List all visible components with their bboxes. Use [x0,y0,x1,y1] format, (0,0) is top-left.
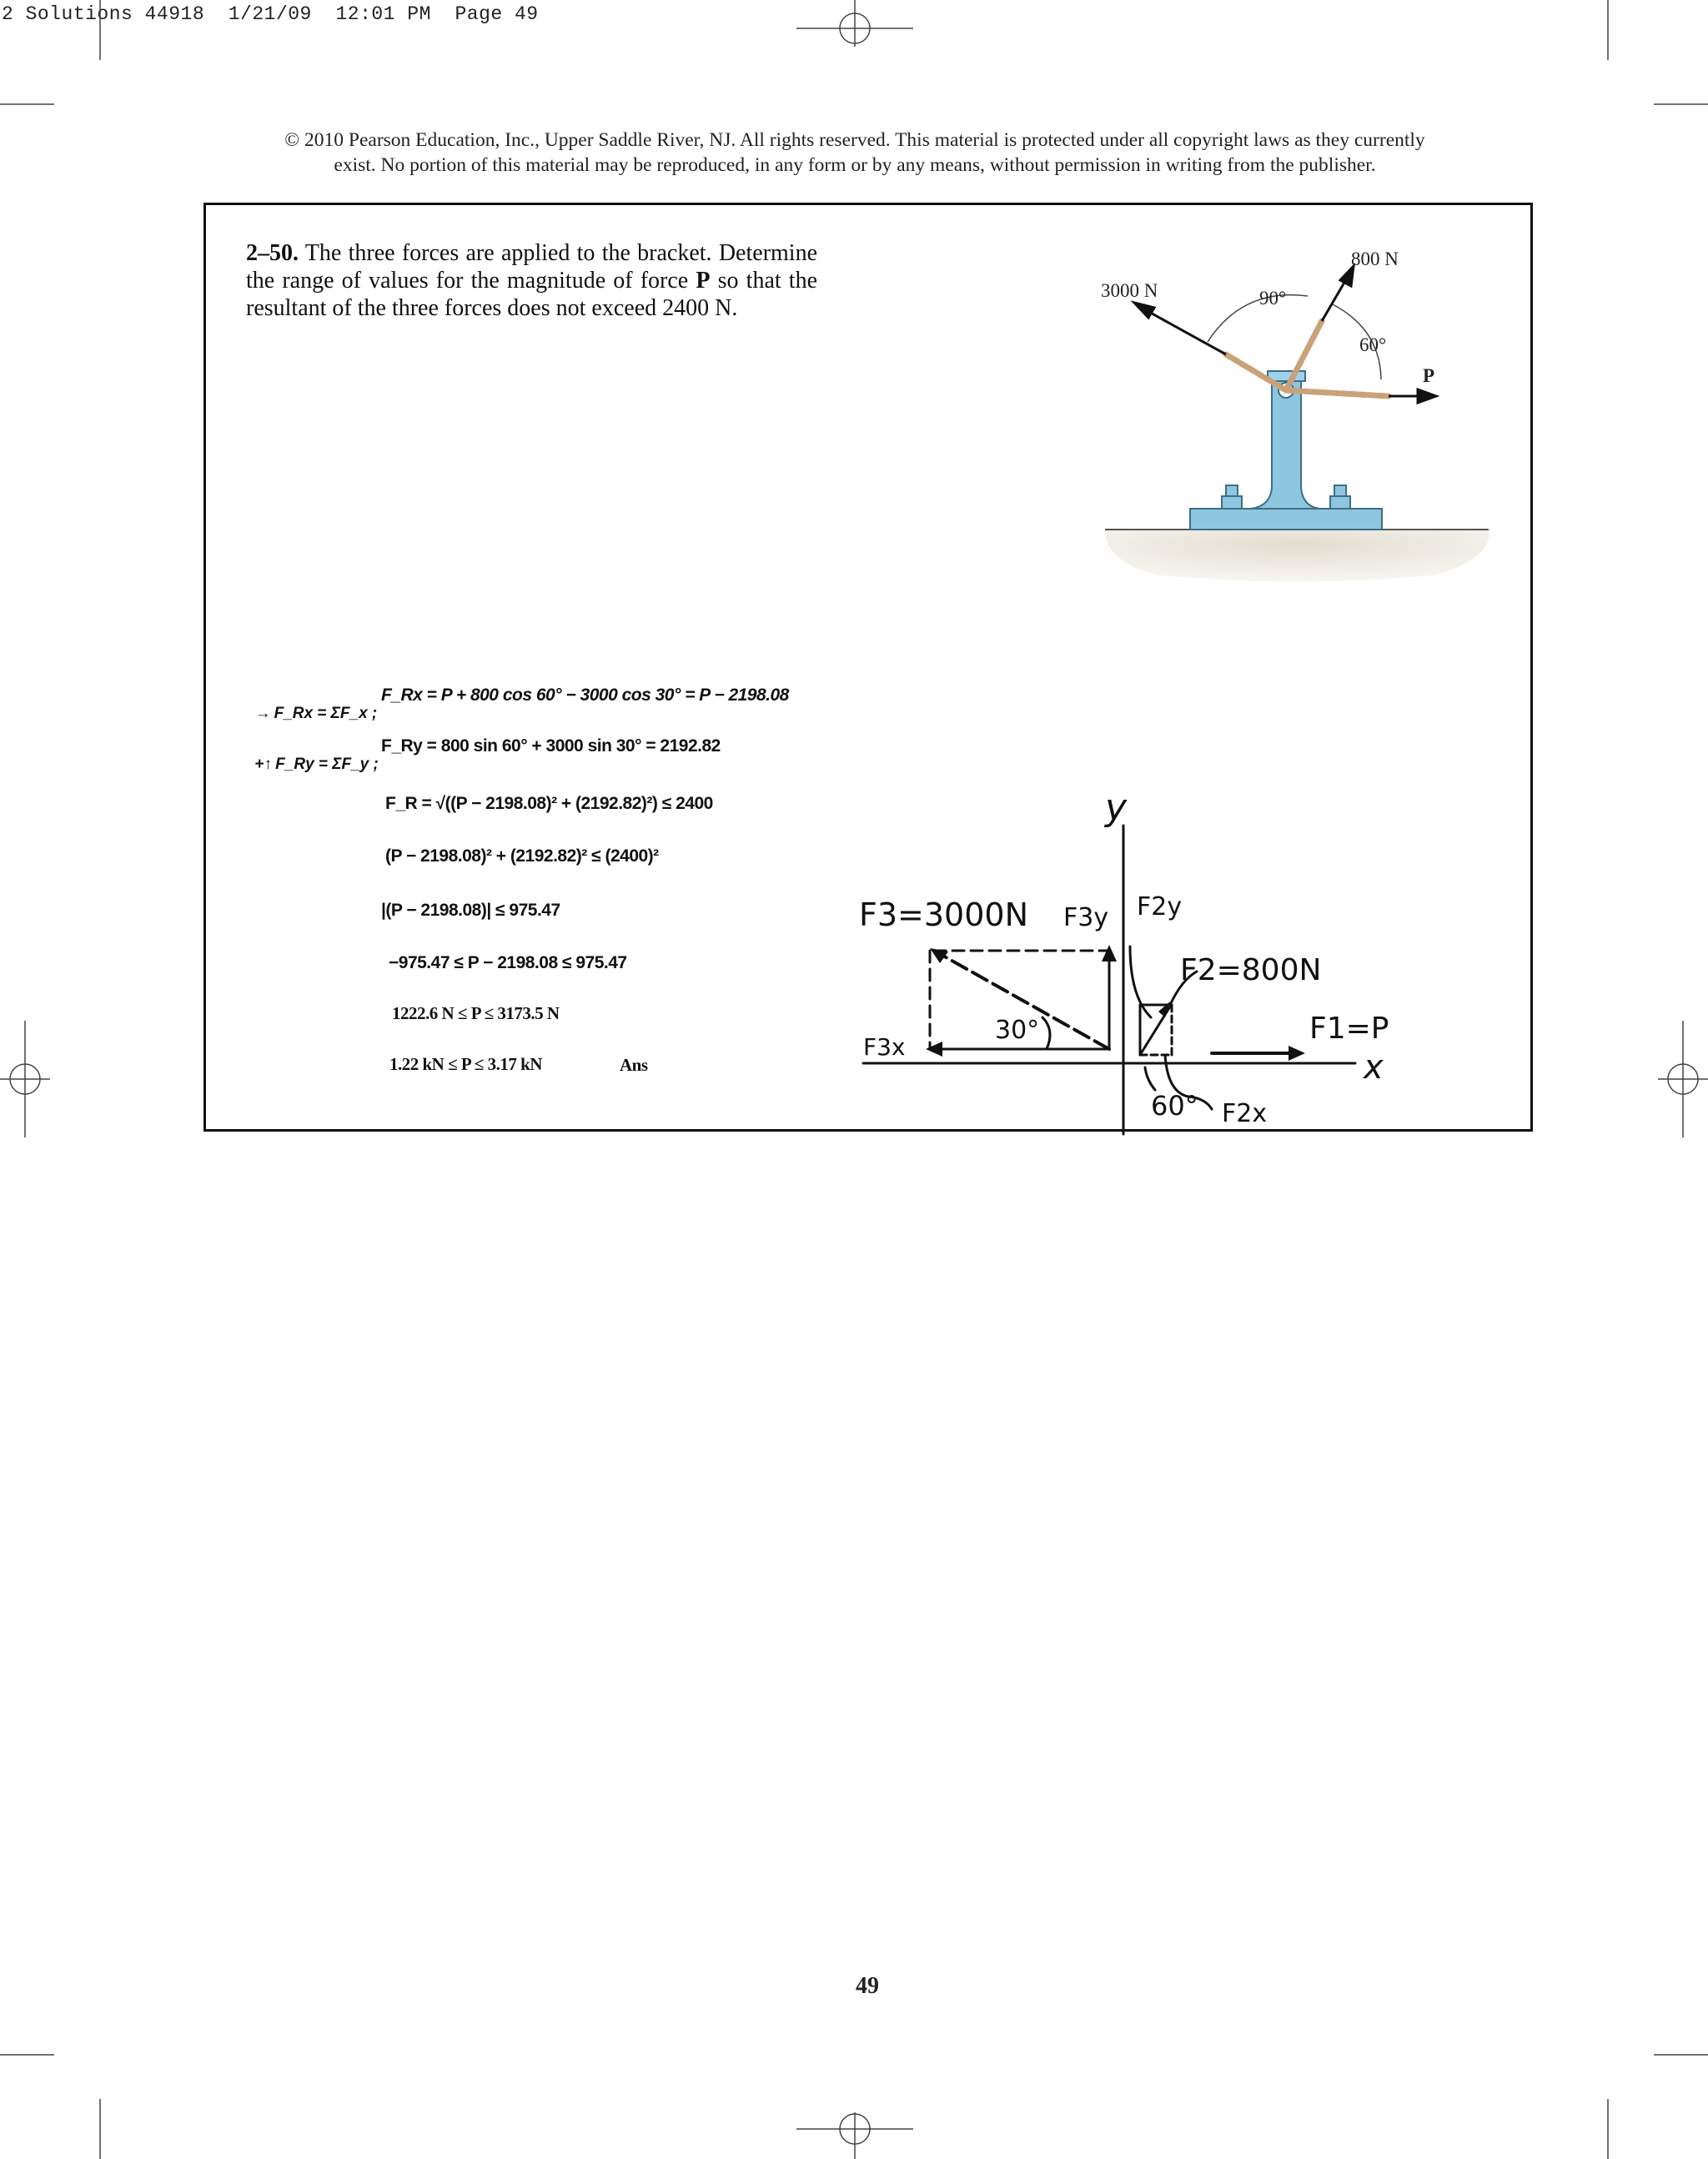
print-slug: 2 Solutions 44918 1/21/09 12:01 PM Page 49 [2,3,539,25]
label-angle-90: 90° [1259,288,1287,309]
label-force-p: P [1423,365,1435,386]
problem-statement [246,239,817,322]
bolt-left [1222,485,1242,509]
problem-force-symbol: P [696,268,711,294]
label-angle-60: 60° [1359,334,1387,355]
copyright-line-2: exist. No portion of this material may be reproduced, in any form or by any means, without permission in writing from the publisher. [334,154,1376,176]
fbd-f3-label: F3=3000N [859,896,1029,933]
answer-label: Ans [620,1055,648,1075]
range-newtons: 1222.6 N ≤ P ≤ 3173.5 N [392,1003,560,1023]
copyright-line-1: © 2010 Pearson Education, Inc., Upper Saddle River, NJ. All rights reserved. This material is protected under all copyright laws as they currently [284,129,1425,151]
ground-surface [1105,530,1489,582]
fbd-f2y-label: F2y [1137,892,1183,921]
label-3000n: 3000 N [1101,280,1158,301]
right-arrow-icon: → [254,705,271,722]
sum-x-equation: F_Rx = P + 800 cos 60° − 3000 cos 30° = P − 2198.08 [381,685,789,705]
fbd-f2x-label: F2x [1222,1099,1268,1128]
problem-number: 2–50. [246,240,299,266]
fbd-f3y-label: F3y [1063,903,1109,932]
fbd-angle-60: 60° [1151,1090,1198,1122]
resultant-equation: F_R = √((P − 2198.08)² + (2192.82)²) ≤ 2400 [385,794,713,813]
free-body-diagram [855,780,1430,1142]
bracket-figure [1101,238,1501,588]
problem-text-2: so that the resultant of the three forces does not exceed 2400 N. [246,268,817,321]
range-kilonewtons: 1.22 kN ≤ P ≤ 3.17 kN [389,1054,542,1074]
abs-inequality: |(P − 2198.08)| ≤ 975.47 [381,901,560,920]
fbd-x-label: x [1364,1048,1384,1087]
bracket-base [1190,509,1382,530]
force-3000-arrow [1134,303,1154,318]
force-p-arrow [1418,389,1436,403]
range-inequality: −975.47 ≤ P − 2198.08 ≤ 975.47 [389,953,627,972]
up-arrow-icon: +↑ [254,756,273,773]
sum-y-label: +↑ F_Ry = ΣF_y ; [254,756,379,773]
page-number: 49 [856,1973,879,1999]
sum-x-label: → F_Rx = ΣF_x ; [254,705,378,722]
copyright-notice [200,128,1510,178]
bolt-right [1330,485,1350,509]
fbd-f2-label: F2=800N [1180,953,1322,987]
sum-y-equation: F_Ry = 800 sin 60° + 3000 sin 30° = 2192.82 [381,736,721,756]
squared-inequality: (P − 2198.08)² + (2192.82)² ≤ (2400)² [385,846,659,866]
fbd-f1-label: F1=P [1309,1012,1389,1046]
fbd-y-label: y [1105,786,1128,829]
problem-text-1: The three forces are applied to the bracket. Determine the range of values for the magnitude of force [246,240,817,294]
fbd-f3x-label: F3x [863,1033,906,1061]
fbd-angle-30: 30° [995,1016,1040,1045]
angle-arc-90 [1208,295,1308,342]
label-800n: 800 N [1351,249,1399,269]
angle-30-arc [1042,1017,1050,1049]
